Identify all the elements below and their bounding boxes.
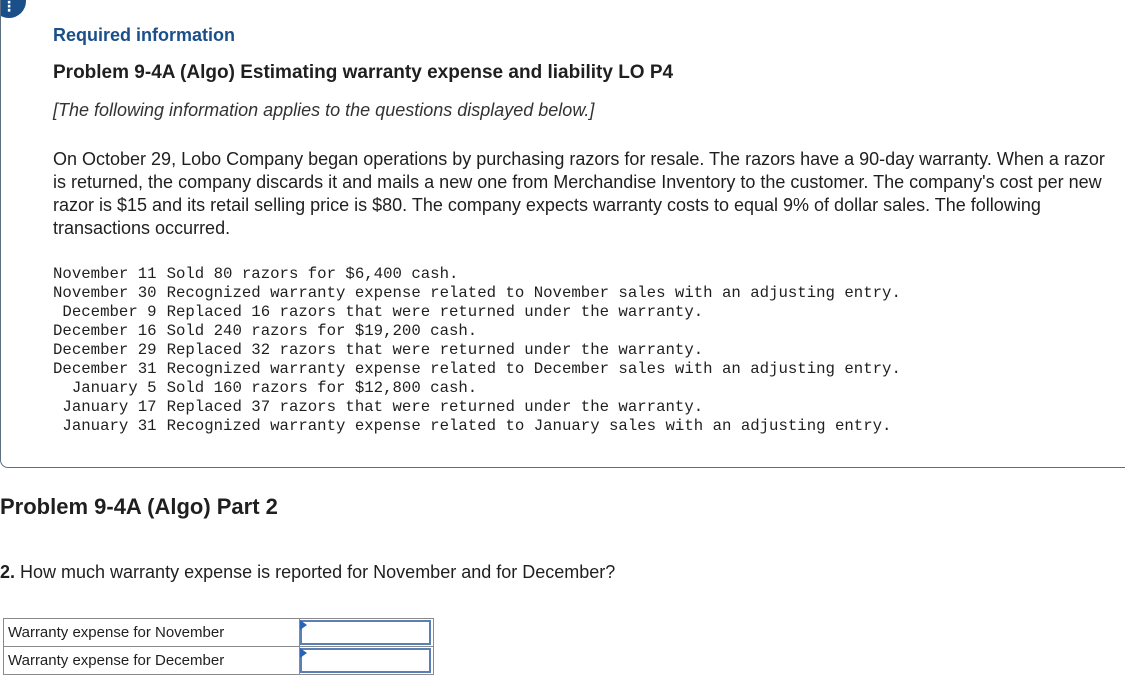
transaction-row: [53, 398, 901, 417]
transaction-text: Recognized warranty expense related to January sales with an adjusting entry.: [166, 417, 892, 435]
transaction-text: Replaced 16 razors that were returned under the warranty.: [166, 303, 704, 321]
part-title: Problem 9-4A (Algo) Part 2: [0, 494, 278, 519]
transaction-date: December 16: [53, 322, 157, 340]
flag-icon: [300, 620, 307, 630]
question-text: How much warranty expense is reported for November and for December?: [15, 562, 616, 582]
answer-table: [3, 618, 434, 675]
transaction-text: Replaced 37 razors that were returned under the warranty.: [166, 398, 704, 416]
info-dots-icon: ⋮: [0, 0, 26, 18]
transaction-text: Sold 160 razors for $12,800 cash.: [166, 379, 478, 397]
transaction-date: January 5: [71, 379, 157, 397]
scenario-text: On October 29, Lobo Company began operations by purchasing razors for resale. The razors have a 90-day warranty. When a razor is returned, the company discards it and mails a new one from Merchandise Inventory to the customer. The company's cost per new razor is $15 and its retail selling price is $80. The company expects warranty costs to equal 9% of dollar sales. The following transactions occurred.: [53, 149, 1105, 238]
transaction-date: January 31: [62, 417, 157, 435]
intro-note: [The following information applies to the questions displayed below.]: [53, 100, 595, 120]
transaction-date: November 30: [53, 284, 157, 302]
transaction-row: [53, 417, 901, 436]
transaction-row: [53, 379, 901, 398]
warranty-expense-december-input[interactable]: [300, 648, 431, 673]
transactions-table: [53, 265, 901, 436]
transaction-text: Recognized warranty expense related to December sales with an adjusting entry.: [166, 360, 901, 378]
transaction-row: [53, 303, 901, 322]
answer-row-november: [4, 619, 434, 647]
answer-label-december: Warranty expense for December: [4, 647, 300, 675]
question: [0, 562, 615, 583]
question-number: 2.: [0, 562, 16, 582]
transaction-row: [53, 265, 901, 284]
transaction-text: Sold 80 razors for $6,400 cash.: [166, 265, 459, 283]
required-information-heading: Required information: [53, 25, 236, 45]
transaction-row: [53, 360, 901, 379]
answer-cell-november: [300, 619, 434, 647]
transaction-date: January 17: [62, 398, 157, 416]
transaction-date: December 9: [62, 303, 157, 321]
transaction-date: November 11: [53, 265, 157, 283]
warranty-expense-november-input[interactable]: [300, 620, 431, 645]
transaction-text: Replaced 32 razors that were returned under the warranty.: [166, 341, 704, 359]
transaction-text: Recognized warranty expense related to November sales with an adjusting entry.: [166, 284, 901, 302]
transaction-text: Sold 240 razors for $19,200 cash.: [166, 322, 478, 340]
answer-cell-december: [300, 647, 434, 675]
transaction-row: [53, 341, 901, 360]
transaction-date: December 31: [53, 360, 157, 378]
answer-label-november: Warranty expense for November: [4, 619, 300, 647]
transaction-date: December 29: [53, 341, 157, 359]
flag-icon: [300, 648, 307, 658]
transaction-row: [53, 322, 901, 341]
answer-row-december: [4, 647, 434, 675]
transaction-row: [53, 284, 901, 303]
problem-title: Problem 9-4A (Algo) Estimating warranty expense and liability LO P4: [53, 62, 674, 83]
